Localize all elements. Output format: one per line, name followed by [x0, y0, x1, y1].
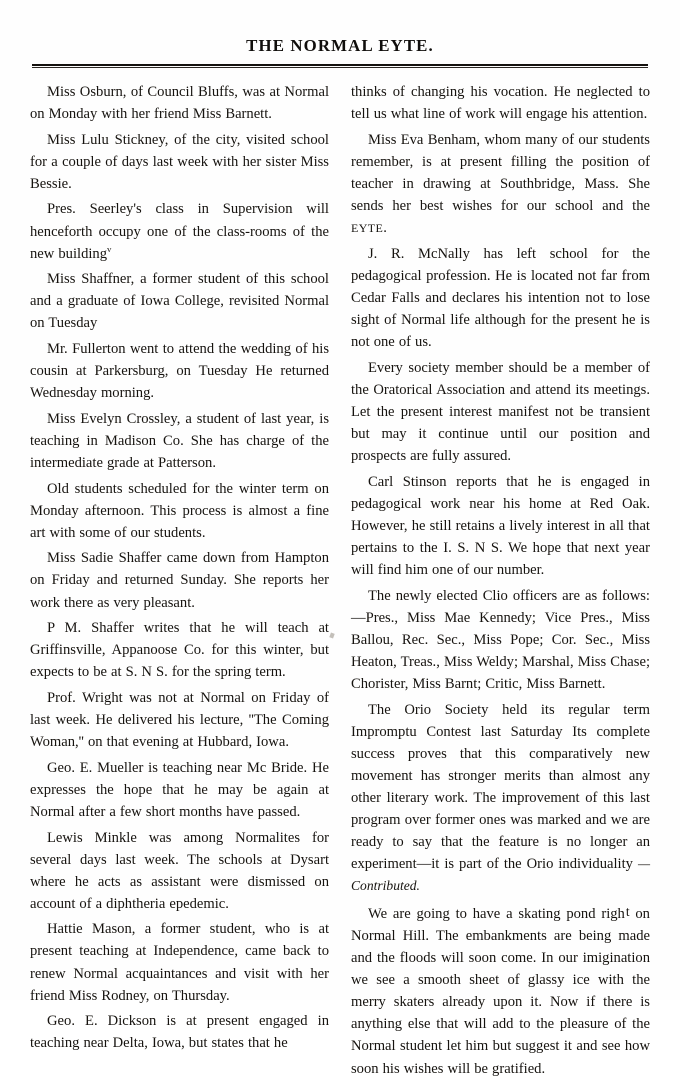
- right-column: [351, 81, 650, 1080]
- header-double-rule: [32, 64, 648, 68]
- paragraph: Prof. Wright was not at Normal on Friday of last week. He delivered his lecture, ''The Coming Woman,'' on that evening at Hubbard, Iowa.: [30, 689, 329, 751]
- paragraph: Hattie Mason, a former student, who is at present teaching at Independence, came back to renew Normal acquaintances and visit with her friend Miss Rodney, on Thursday.: [30, 921, 329, 1004]
- smallcaps-eyte: EYTE: [351, 221, 384, 236]
- paragraph: Miss Osburn, of Council Bluffs, was at Normal on Monday with her friend Miss Barnett.: [30, 84, 329, 123]
- paragraph: P M. Shaffer writes that he will teach at Griffinsville, Appanoose Co. for this winter, but expects to be at S. N S. for the spring term.: [30, 620, 329, 681]
- paragraph-text: Pres. Seerley's class in Supervision will henceforth occupy one of the class-rooms of the new building: [30, 201, 329, 262]
- paragraph: Miss Sadie Shaffer came down from Hampton on Friday and returned Sunday. She reports her work there as very pleasant.: [30, 550, 329, 611]
- paragraph: Mr. Fullerton went to attend the wedding of his cousin at Parkersburg, on Tuesday He returned Wednesday morning.: [30, 341, 329, 402]
- paragraph: Lewis Minkle was among Normalites for several days last week. The schools at Dysart where he acts as assistant were dismissed on account of a diphtheria epedemic.: [30, 829, 329, 912]
- paragraph: [30, 198, 329, 264]
- stray-superscript-mark: v: [107, 243, 112, 254]
- page-title: THE NORMAL EYTE.: [246, 36, 434, 55]
- rule-thin: [32, 67, 648, 68]
- paragraph: Miss Evelyn Crossley, a student of last year, is teaching in Madison Co. She has charge of the intermediate grade at Patterson.: [30, 410, 329, 471]
- paragraph: Every society member should be a member of the Oratorical Association and attend its meetings. Let the present interest manifest not be transient but may it continue until our position and prospects are fully assured.: [351, 359, 650, 464]
- paragraph: We are going to have a skating pond right on Normal Hill. The embankments are being made and the floods will soon come. In our imigination we see a smooth sheet of glassy ice with the merry skaters already upon it. Now if there is anything else that will add to the pleasure of the Normal student let him but suggest it and see how soon his wishes will be gratified.: [351, 903, 650, 1077]
- paragraph: [351, 129, 650, 239]
- paragraph: Geo. E. Dickson is at present engaged in teaching near Delta, Iowa, but states that he: [30, 1013, 329, 1052]
- paragraph: Carl Stinson reports that he is engaged in pedagogical work near his home at Red Oak. However, he still retains a lively interest in all that pertains to the I. S. N S. We hope that next year will find him one of our number.: [351, 473, 650, 578]
- paragraph: The newly elected Clio officers are as follows:—Pres., Miss Mae Kennedy; Vice Pres., Miss Ballou, Rec. Sec., Miss Pope; Cor. Sec., Miss Heaton, Treas., Miss Weldy; Marshal, Miss Chase; Chorister, Miss Barnt; Critic, Miss Barnett.: [351, 587, 650, 692]
- paragraph: The Orio Society held its regular term Impromptu Contest last Saturday Its complete success proves that this comparatively new movement has stronger merits than almost any other literary work. The improvement of this last program over former ones was marked and we are ready to say that the feature is no longer an experiment—it is part of the Orio individuality —Contributed.: [351, 701, 650, 894]
- paragraph: Old students scheduled for the winter term on Monday afternoon. This process is almost a fine art with some of our students.: [30, 480, 329, 541]
- left-column: [30, 81, 329, 1054]
- paragraph: Geo. E. Mueller is teaching near Mc Bride. He expresses the hope that he may be again at Normal after a few short months have passed.: [30, 759, 329, 820]
- attribution-contributed: —Contributed.: [351, 856, 650, 894]
- two-column-body: [30, 81, 650, 1080]
- masthead: [0, 0, 680, 56]
- paragraph: J. R. McNally has left school for the pedagogical profession. He is located not far from Cedar Falls and declares his intention not to lose sight of Normal life although for the present he is not one of us.: [351, 245, 650, 351]
- raised-letter-t: t: [625, 903, 630, 919]
- paragraph-continued: thinks of changing his vocation. He neglected to tell us what line of work will engage his attention.: [351, 84, 650, 123]
- paragraph-text: Miss Eva Benham, whom many of our students remember, is at present filling the position of teacher in drawing at Southbridge, Mass. She sends her best wishes for our school and the EYTE.: [351, 131, 650, 237]
- paragraph: Miss Lulu Stickney, of the city, visited school for a couple of days last week with her sister Miss Bessie.: [30, 131, 329, 192]
- paragraph: Miss Shaffner, a former student of this school and a graduate of Iowa College, revisited Normal on Tuesday: [30, 271, 329, 332]
